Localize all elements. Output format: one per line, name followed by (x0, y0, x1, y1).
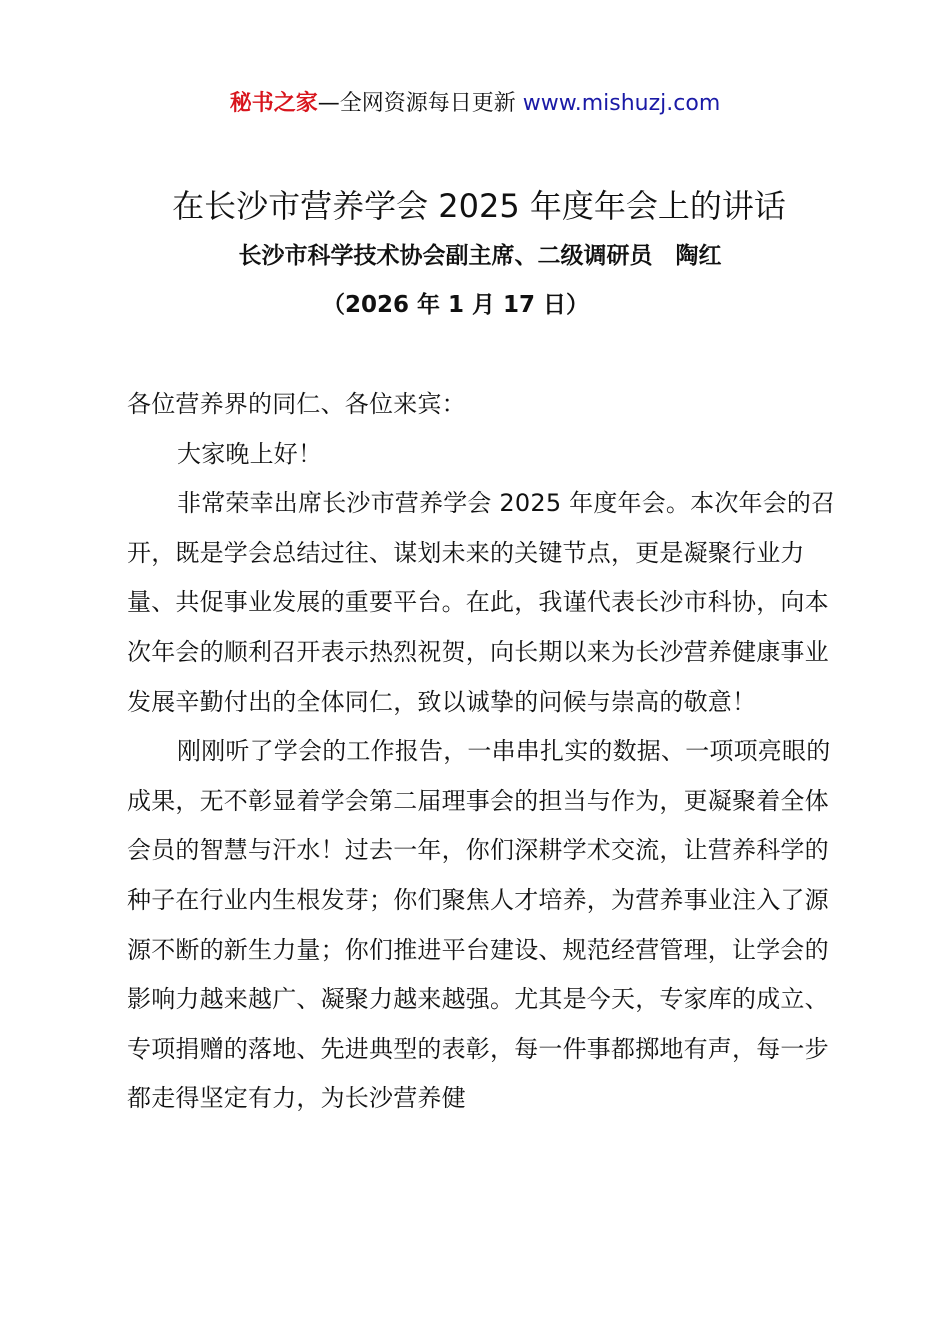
speaker-line: 长沙市科学技术协会副主席、二级调研员 陶红 (238, 243, 722, 269)
header-tagline: —全网资源每日更新 (317, 91, 523, 116)
speech-date: （2026 年 1 月 17 日） (322, 292, 590, 318)
speech-body (127, 380, 843, 1124)
salutation: 各位营养界的同仁、各位来宾： (127, 390, 466, 418)
site-header (0, 88, 950, 120)
brand-name: 秘书之家 (229, 91, 318, 116)
paragraph: 刚刚听了学会的工作报告，一串串扎实的数据、一项项亮眼的成果，无不彰显着学会第二届理事会的担当与作为，更凝聚着全体会员的智慧与汗水！过去一年，你们深耕学术交流，让营养科学的种子在行业内生根发芽；你们聚焦人才培养，为营养事业注入了源源不断的新生力量；你们推进平台建设、规范经营管理，让学会的影响力越来越广、凝聚力越来越强。尤其是今天，专家库的成立、专项捐赠的落地、先进典型的表彰，每一件事都掷地有声，每一步都走得坚定有力，为长沙营养健 (127, 737, 831, 1113)
document-title: 在长沙市营养学会 2025 年度年会上的讲话 (172, 187, 786, 225)
greeting: 大家晚上好！ (177, 439, 323, 468)
site-url-link[interactable]: www.mishuzj.com (522, 91, 721, 116)
paragraph: 非常荣幸出席长沙市营养学会 2025 年度年会。本次年会的召开，既是学会总结过往、谋划未来的关键节点，更是凝聚行业力量、共促事业发展的重要平台。在此，我谨代表长沙市科协，向本次年会的顺利召开表示热烈祝贺，向长期以来为长沙营养健康事业发展辛勤付出的全体同仁，致以诚挚的问候与崇高的敬意！ (127, 489, 836, 716)
